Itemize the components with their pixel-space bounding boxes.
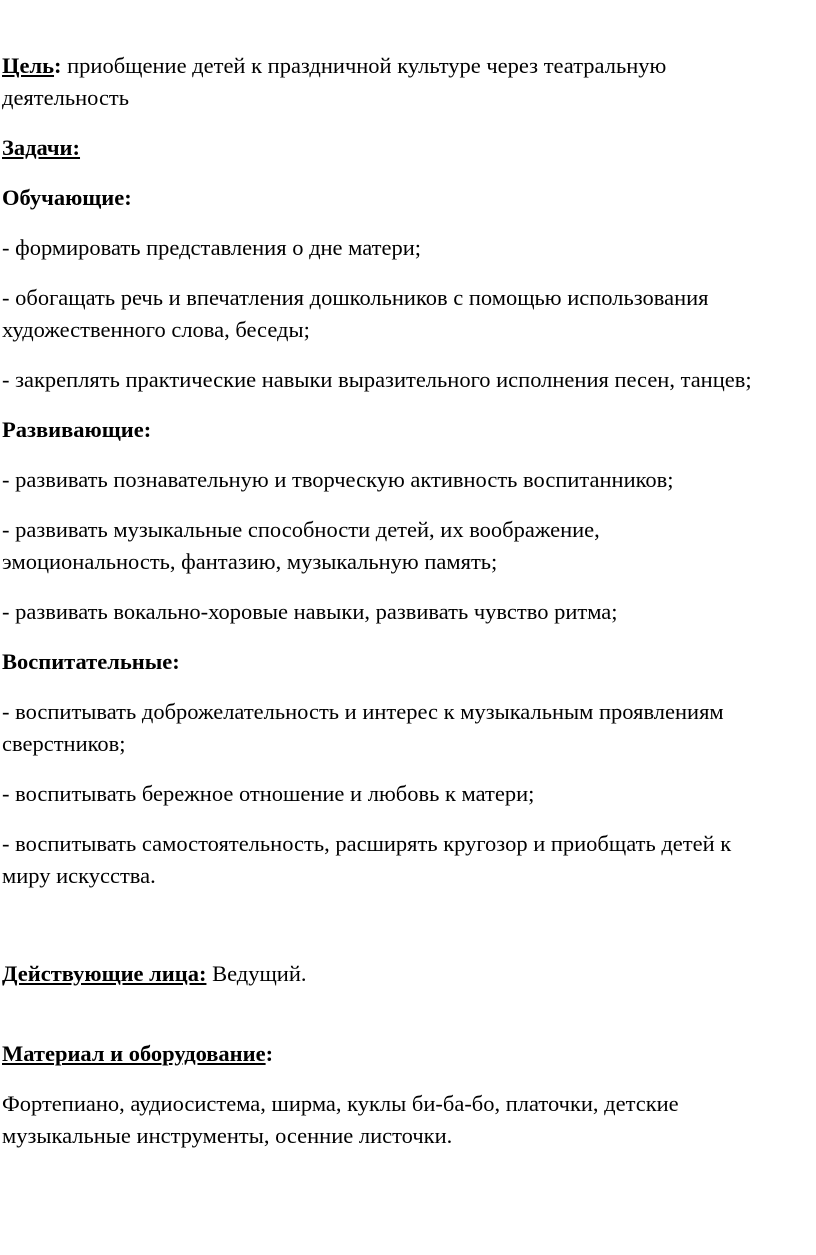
- teaching-heading: Обучающие:: [2, 185, 132, 210]
- educational-item-3-line-2: миру искусства.: [2, 863, 156, 888]
- teaching-item-2-line-2: художественного слова, беседы;: [2, 317, 310, 342]
- characters-text: Ведущий.: [206, 961, 307, 986]
- developing-item-3: - развивать вокально-хоровые навыки, развивать чувство ритма;: [2, 599, 618, 624]
- developing-heading: Развивающие:: [2, 417, 152, 442]
- materials-heading-line: [2, 1038, 814, 1070]
- educational-item-1-line-1: - воспитывать доброжелательность и интерес к музыкальным проявлениям: [2, 699, 724, 724]
- goal-line-2: деятельность: [2, 85, 130, 110]
- educational-item-2: - воспитывать бережное отношение и любовь к матери;: [2, 781, 535, 806]
- developing-item-2-line-1: - развивать музыкальные способности детей, их воображение,: [2, 517, 600, 542]
- teaching-item-1: - формировать представления о дне матери;: [2, 235, 422, 260]
- teaching-item-2-line-1: - обогащать речь и впечатления дошкольников с помощью использования: [2, 285, 709, 310]
- materials-text-line-1: Фортепиано, аудиосистема, ширма, куклы би-ба-бо, платочки, детские: [2, 1091, 679, 1116]
- educational-item-3-line-1: - воспитывать самостоятельность, расширять кругозор и приобщать детей к: [2, 831, 732, 856]
- educational-item-1-line-2: сверстников;: [2, 731, 126, 756]
- goal-colon: :: [54, 53, 62, 78]
- goal-label: Цель: [2, 53, 55, 78]
- materials-label: Материал и оборудование: [2, 1041, 266, 1066]
- materials-text-line-2: музыкальные инструменты, осенние листочки.: [2, 1123, 453, 1148]
- goal-text: приобщение детей к праздничной культуре через театральную: [61, 53, 667, 78]
- goal-line-1: [2, 50, 814, 82]
- developing-item-2-line-2: эмоциональность, фантазию, музыкальную память;: [2, 549, 498, 574]
- characters-line: [2, 958, 814, 990]
- developing-item-1: - развивать познавательную и творческую активность воспитанников;: [2, 467, 674, 492]
- educational-heading: Воспитательные:: [2, 649, 180, 674]
- teaching-item-3: - закреплять практические навыки выразительного исполнения песен, танцев;: [2, 367, 752, 392]
- characters-label: Действующие лица:: [2, 961, 207, 986]
- tasks-heading: Задачи:: [2, 135, 81, 160]
- materials-colon: :: [265, 1041, 274, 1066]
